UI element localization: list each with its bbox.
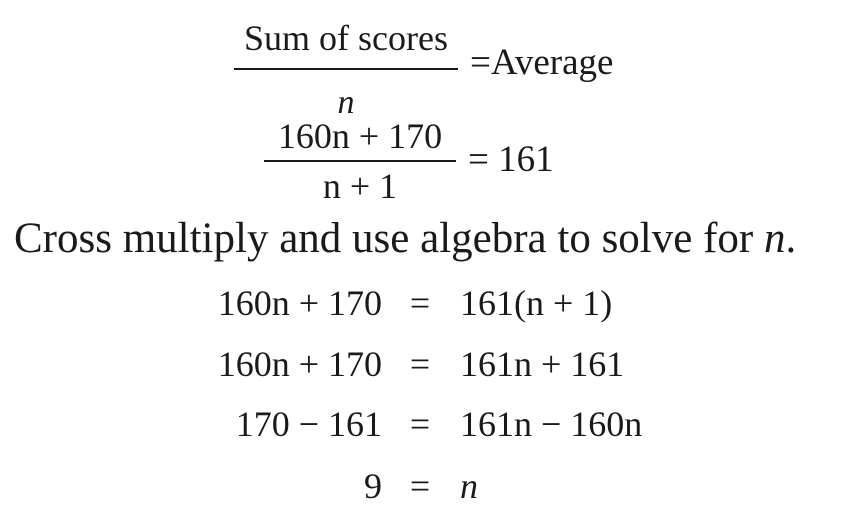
fraction-numerator: 160n + 170 [277, 116, 443, 156]
equation-step-2 [0, 341, 850, 387]
equation1-rhs [470, 43, 613, 83]
step-lhs: 9 [364, 466, 382, 506]
equation2-rhs [468, 140, 554, 180]
fraction-bar [264, 160, 456, 162]
step-lhs: 170 − 161 [235, 404, 382, 444]
equals-sign: = [409, 404, 431, 444]
instruction-text [14, 212, 844, 266]
fraction-bar [234, 68, 458, 70]
step-rhs: n [460, 466, 478, 506]
step-lhs: 160n + 170 [217, 283, 382, 323]
step-rhs: 161n − 160n [460, 404, 643, 444]
equals-sign: = [470, 42, 491, 83]
instruction-period: . [785, 215, 797, 262]
equals-sign: = [409, 466, 431, 506]
average-label: Average [490, 42, 614, 83]
step-rhs: 161n + 161 [460, 344, 625, 384]
fraction-denominator: n + 1 [322, 166, 398, 206]
fraction-sum-over-n [232, 18, 460, 121]
step-lhs: 160n + 170 [217, 344, 382, 384]
equals-sign: = [409, 283, 431, 323]
equation-step-3 [0, 401, 850, 447]
equation-step-1 [0, 280, 850, 326]
equals-sign: = [409, 344, 431, 384]
fraction-numerator: Sum of scores [244, 18, 448, 58]
step-rhs: 161(n + 1) [460, 283, 613, 323]
fraction-denominator: n [337, 84, 355, 121]
equation-step-4 [0, 463, 850, 509]
equals-sign: = [468, 139, 489, 180]
fraction-total-over-count [262, 116, 458, 206]
average-value: 161 [498, 139, 554, 180]
instruction-variable: n [763, 215, 786, 262]
instruction-sentence: Cross multiply and use algebra to solve for [14, 215, 764, 262]
